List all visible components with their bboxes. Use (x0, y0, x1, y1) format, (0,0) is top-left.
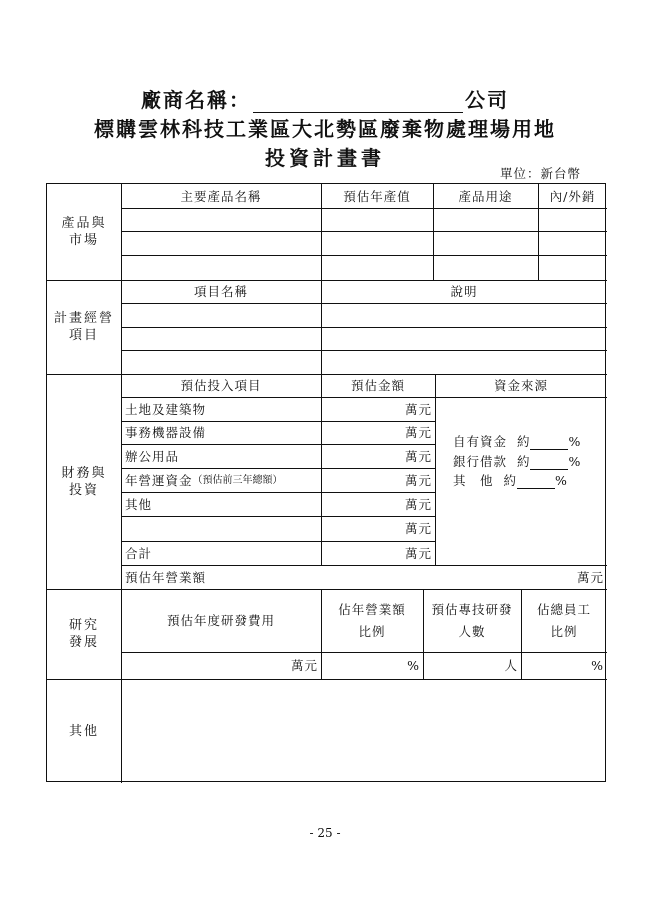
fund-source-own: 自有資金 約 % (453, 434, 582, 449)
header-rnd-expense: 預估年度研發費用 (166, 613, 275, 628)
item-blank (125, 516, 321, 541)
working-capital-note: （預估前三年總額） (192, 474, 283, 486)
header-item-name: 項目名稱 (193, 284, 248, 299)
working-capital-label: 年營運資金 (125, 472, 193, 488)
fund-own-blank[interactable] (530, 437, 568, 450)
document-subtitle: 投資計畫書 (265, 146, 385, 170)
amount-unit-total: 萬元 (404, 545, 432, 561)
company-name-blank[interactable] (253, 94, 463, 113)
other-notes-area[interactable] (122, 680, 606, 782)
fund-bank-blank[interactable] (530, 457, 568, 470)
investment-plan-table (46, 183, 606, 782)
header-annual-output: 預估年產值 (343, 188, 411, 204)
header-product-use: 產品用途 (458, 188, 513, 204)
fund-source-other: 其 他 約 % (453, 473, 568, 488)
header-staff-ratio: 佔總員工 比例 (536, 601, 591, 639)
header-main-product: 主要產品名稱 (180, 188, 262, 204)
amount-unit-5: 萬元 (404, 496, 432, 512)
company-suffix: 公司 (465, 88, 509, 112)
company-name-label: 廠商名稱： (141, 88, 251, 112)
header-estimated-amount: 預估金額 (350, 378, 405, 393)
document-title: 標購雲林科技工業區大北勢區廢棄物處理場用地 (94, 117, 556, 141)
header-fund-source: 資金來源 (493, 378, 548, 393)
company-name-line (0, 84, 650, 113)
rnd-expense-unit: 萬元 (290, 658, 318, 673)
estimated-revenue-unit: 萬元 (576, 569, 604, 585)
section-business-items: 計畫經營 項目 (53, 311, 114, 343)
item-office-supplies: 辦公用品 (125, 448, 180, 464)
header-investment-item: 預估投入項目 (180, 378, 262, 393)
item-working-capital (125, 468, 321, 492)
item-other: 其他 (125, 496, 153, 512)
header-revenue-ratio: 佔年營業額 比例 (338, 601, 406, 639)
section-other: 其他 (68, 723, 99, 739)
fund-other-blank[interactable] (517, 476, 555, 489)
estimated-revenue-label: 預估年營業額 (125, 569, 207, 585)
rnd-staff-ratio-unit: % (591, 658, 604, 673)
section-rnd: 研究 發展 (68, 618, 99, 650)
item-office-equipment: 事務機器設備 (125, 425, 207, 440)
header-domestic-export: 內/外銷 (549, 188, 596, 204)
rnd-ratio-unit: % (407, 658, 420, 673)
header-rnd-staff: 預估專技研發 人數 (431, 601, 513, 639)
amount-unit-4: 萬元 (404, 472, 432, 488)
amount-unit-1: 萬元 (404, 401, 432, 417)
item-land-buildings: 土地及建築物 (125, 401, 207, 417)
amount-unit-2: 萬元 (404, 425, 432, 440)
currency-unit: 單位：新台幣 (500, 166, 582, 181)
fund-source-bank: 銀行借款 約 % (453, 454, 582, 469)
amount-unit-6: 萬元 (404, 521, 432, 536)
item-total: 合計 (125, 545, 153, 561)
rnd-staff-unit: 人 (504, 658, 518, 673)
header-description: 說明 (450, 284, 478, 299)
section-products-market: 產品與 市場 (61, 216, 107, 248)
section-finance-investment: 財務與 投資 (61, 465, 107, 498)
page-number: - 25 - (309, 826, 341, 840)
amount-unit-3: 萬元 (404, 448, 432, 464)
